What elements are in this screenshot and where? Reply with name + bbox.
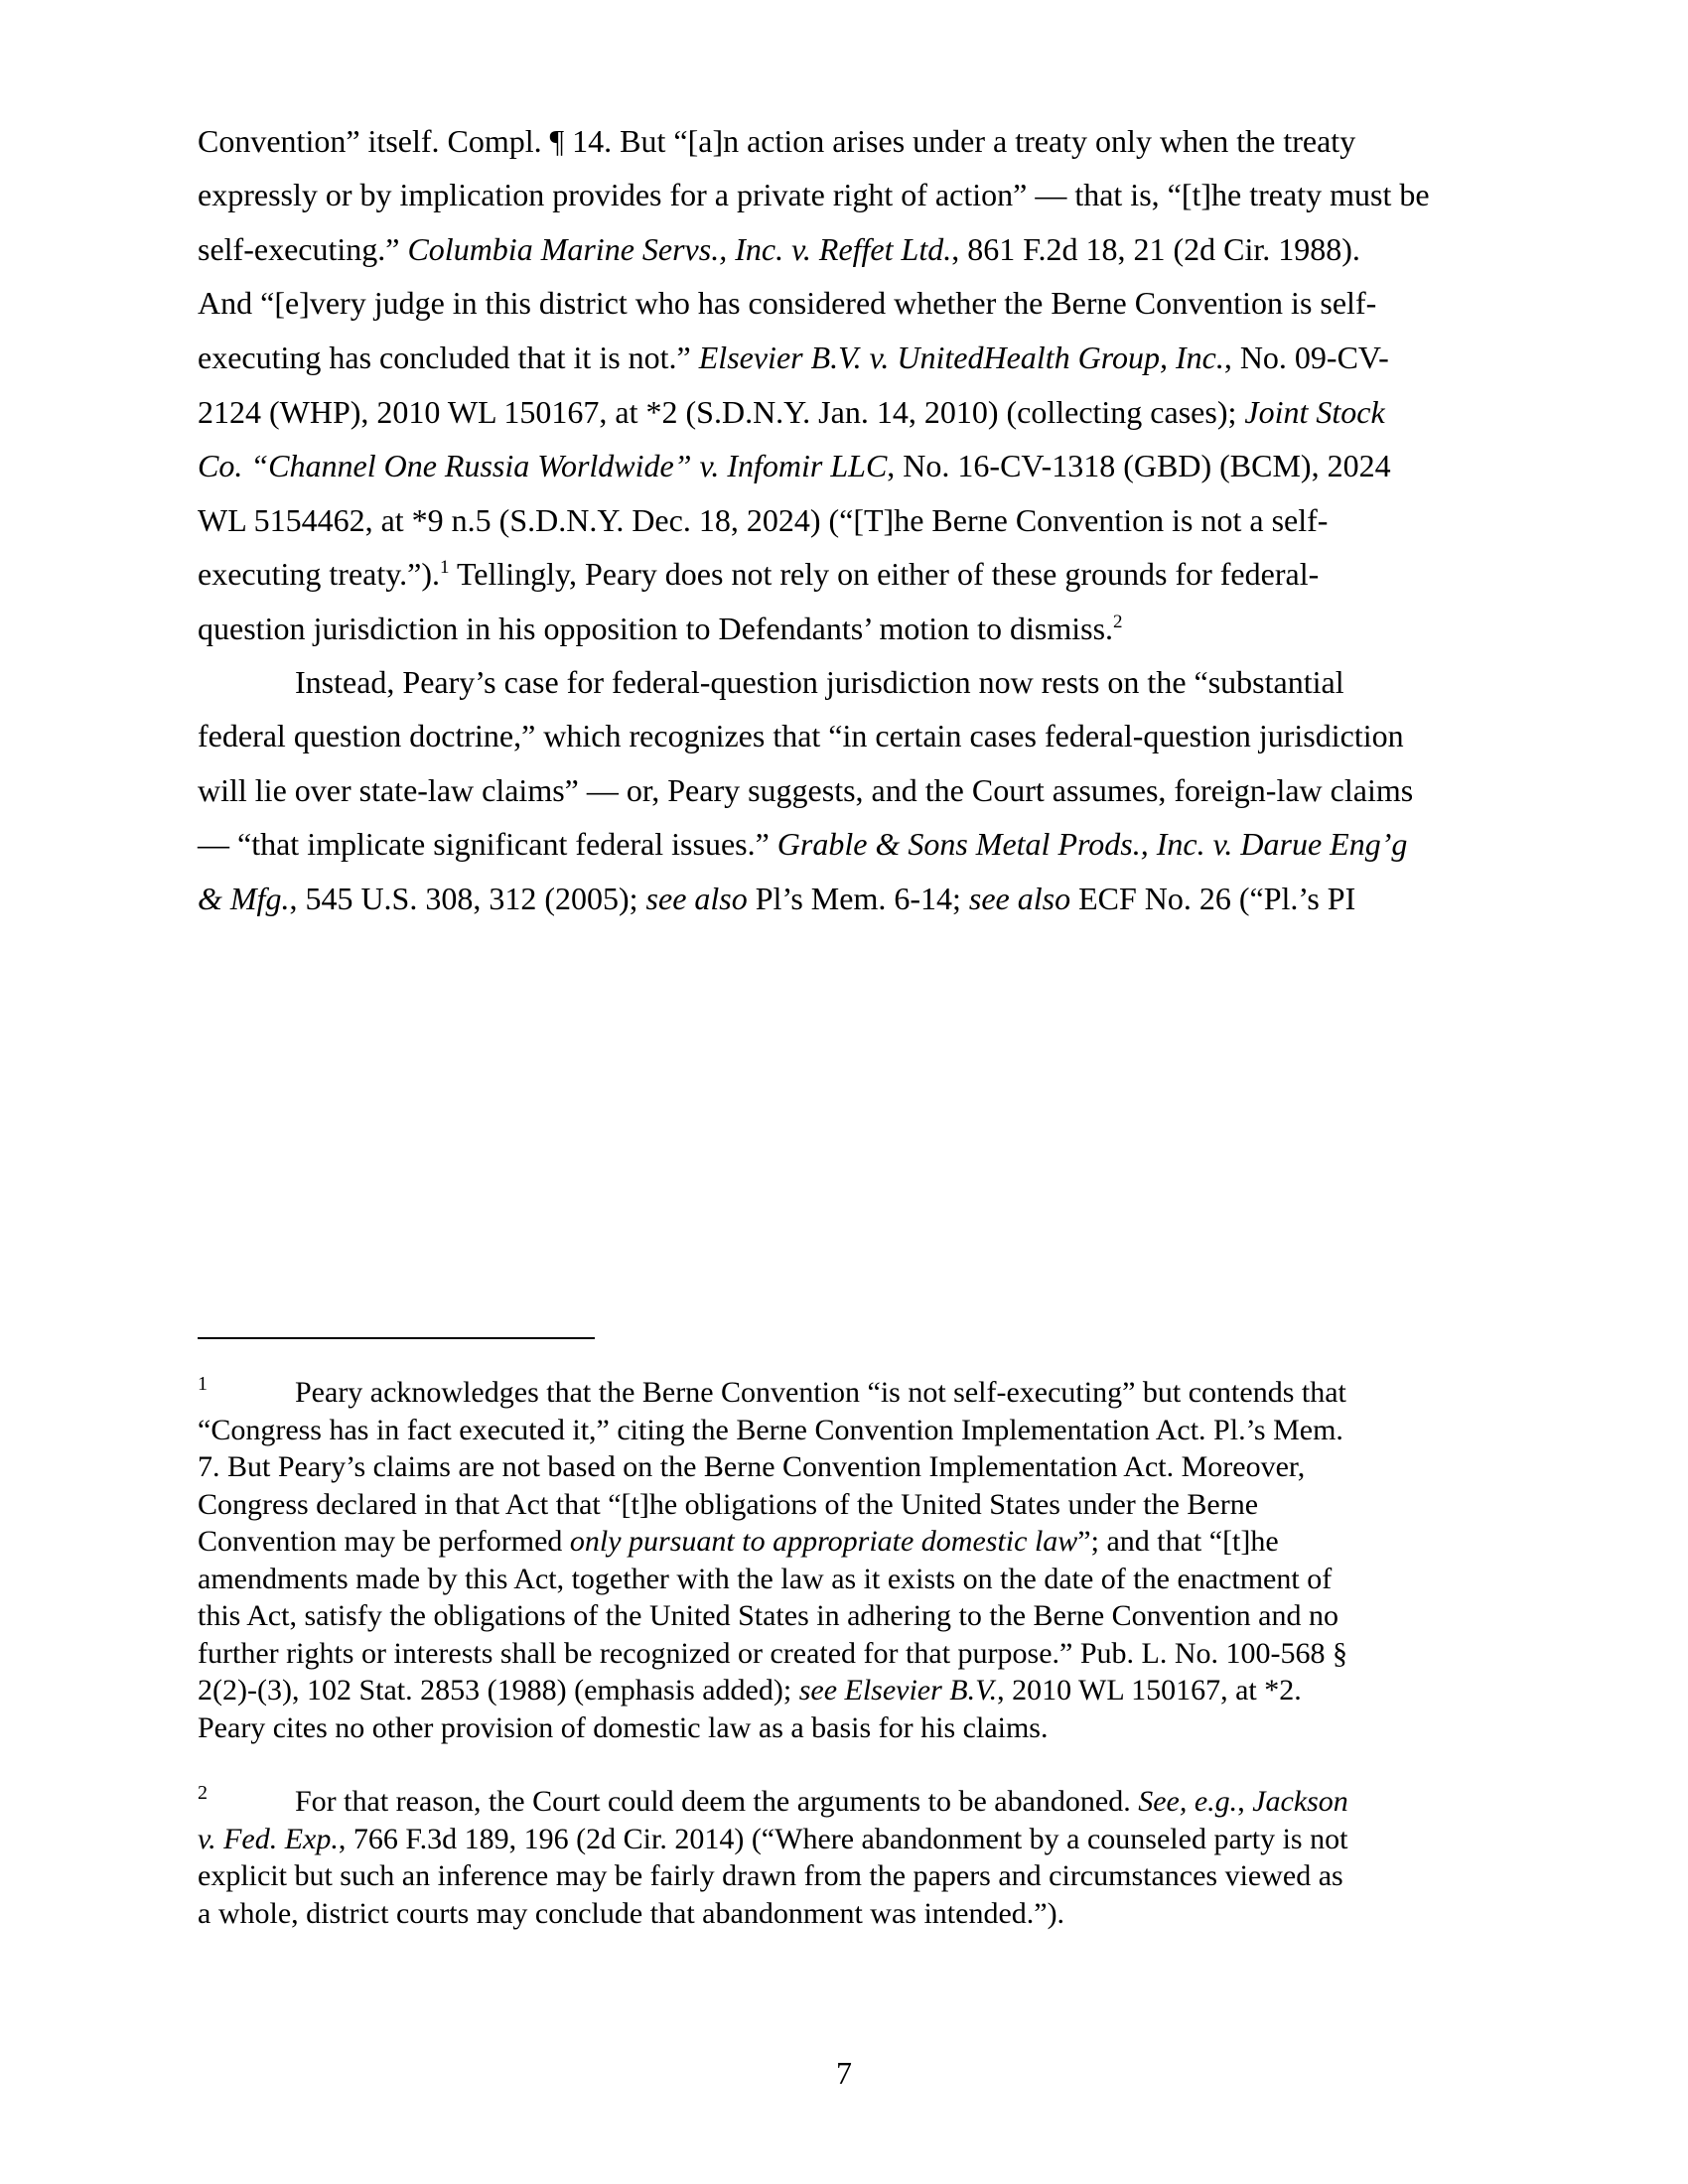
body-line <box>198 446 1391 485</box>
text-run: executing has concluded that it is not.” <box>198 340 699 375</box>
text-run: , No. 09-CV- <box>1223 340 1389 375</box>
text-run: Convention may be performed <box>198 1525 570 1558</box>
body-line <box>198 338 1389 377</box>
text-run: , No. 16-CV-1318 (GBD) (BCM), 2024 <box>887 448 1391 483</box>
text-run: a whole, district courts may conclude that abandonment was intended.”). <box>198 1896 1065 1930</box>
footnote-reference: 1 <box>440 557 450 578</box>
footnote-marker: 2 <box>198 1782 208 1804</box>
footnote-line <box>198 1635 1347 1673</box>
page-number: 7 <box>836 2055 852 2091</box>
footnote-line <box>198 1672 1302 1709</box>
text-run: question jurisdiction in his opposition to Defendants’ motion to dismiss. <box>198 611 1114 646</box>
text-run: Peary cites no other provision of domestic law as a basis for his claims. <box>198 1710 1049 1744</box>
text-run: Congress declared in that Act that “[t]he obligations of the United States under the Berne <box>198 1487 1259 1521</box>
text-run: self-executing.” <box>198 231 408 267</box>
text-run: this Act, satisfy the obligations of the United States in adhering to the Berne Convention and no <box>198 1599 1338 1632</box>
footnote-line <box>198 1895 1064 1933</box>
text-run: 7. But Peary’s claims are not based on the Berne Convention Implementation Act. Moreover, <box>198 1450 1306 1483</box>
text-run: And “[e]very judge in this district who has considered whether the Berne Convention is self- <box>198 285 1377 321</box>
body-line <box>198 554 1319 594</box>
body-line <box>295 662 1344 702</box>
italic-text: & Mfg. <box>198 881 290 916</box>
body-line <box>198 175 1430 214</box>
footnote-line <box>198 1448 1305 1486</box>
italic-text: Co. “Channel One Russia Worldwide” v. Infomir LLC <box>198 448 888 483</box>
text-run: Pl’s Mem. 6-14; <box>747 881 969 916</box>
body-line <box>198 824 1407 864</box>
body-line <box>198 770 1413 810</box>
footnote-line <box>198 1821 1347 1858</box>
footnote-line <box>198 1561 1332 1598</box>
text-run: Convention” itself. Compl. ¶ 14. But “[a]n action arises under a treaty only when the treaty <box>198 123 1356 159</box>
footnote-line <box>198 1597 1338 1635</box>
italic-text: Columbia Marine Servs., Inc. v. Reffet Ltd. <box>407 231 952 267</box>
body-line <box>198 716 1404 755</box>
italic-text: Jackson <box>1252 1785 1348 1818</box>
footnote-line <box>295 1374 1346 1412</box>
text-run: 2124 (WHP), 2010 WL 150167, at *2 (S.D.N.Y. Jan. 14, 2010) (collecting cases); <box>198 394 1245 430</box>
italic-text: only pursuant to appropriate domestic law <box>569 1525 1078 1558</box>
footnote-reference: 2 <box>1113 612 1123 632</box>
text-run: Instead, Peary’s case for federal-question jurisdiction now rests on the “substantial <box>295 664 1344 700</box>
body-line <box>198 609 1123 648</box>
body-line <box>198 392 1385 432</box>
body-line <box>198 121 1355 161</box>
text-run: , 861 F.2d 18, 21 (2d Cir. 1988). <box>951 231 1360 267</box>
text-run: ECF No. 26 (“Pl.’s PI <box>1070 881 1356 916</box>
footnote-line <box>198 1709 1048 1747</box>
text-run: , 545 U.S. 308, 312 (2005); <box>289 881 646 916</box>
body-line <box>198 229 1360 269</box>
body-line <box>198 283 1376 323</box>
footnote-separator <box>198 1337 595 1339</box>
italic-text: see also <box>968 881 1071 916</box>
italic-text: Grable & Sons Metal Prods., Inc. v. Darue Eng’g <box>776 826 1408 862</box>
text-run: will lie over state-law claims” — or, Peary suggests, and the Court assumes, foreign-law claims <box>198 772 1414 808</box>
text-run: , 2010 WL 150167, at *2. <box>997 1674 1302 1706</box>
footnote-line <box>198 1523 1279 1561</box>
text-run: 2(2)-(3), 102 Stat. 2853 (1988) (emphasis added); <box>198 1674 799 1706</box>
text-run: Peary acknowledges that the Berne Convention “is not self-executing” but contends that <box>295 1376 1346 1409</box>
text-run: federal question doctrine,” which recognizes that “in certain cases federal-question jurisdiction <box>198 718 1404 753</box>
footnote-line <box>198 1486 1258 1524</box>
italic-text: Joint Stock <box>1244 394 1385 430</box>
text-run: amendments made by this Act, together with the law as it exists on the date of the enactment of <box>198 1562 1333 1595</box>
text-run: — “that implicate significant federal issues.” <box>198 826 777 862</box>
body-line <box>198 879 1355 918</box>
text-run: explicit but such an inference may be fairly drawn from the papers and circumstances viewed as <box>198 1859 1343 1892</box>
text-run: , 766 F.3d 189, 196 (2d Cir. 2014) (“Where abandonment by a counseled party is not <box>338 1822 1348 1855</box>
text-run: Tellingly, Peary does not rely on either of these grounds for federal- <box>449 556 1320 592</box>
italic-text: Elsevier B.V. v. UnitedHealth Group, Inc. <box>698 340 1224 375</box>
text-run: WL 5154462, at *9 n.5 (S.D.N.Y. Dec. 18, 2024) (“[T]he Berne Convention is not a self- <box>198 502 1329 538</box>
text-run: further rights or interests shall be recognized or created for that purpose.” Pub. L. No. 100-568 § <box>198 1636 1347 1670</box>
footnote-line <box>198 1857 1343 1895</box>
text-run: For that reason, the Court could deem the arguments to be abandoned. <box>295 1785 1139 1818</box>
text-run: ”; and that “[t]he <box>1077 1525 1279 1558</box>
text-run: , <box>1237 1785 1253 1818</box>
footnote-line <box>295 1783 1348 1821</box>
text-run: expressly or by implication provides for a private right of action” — that is, “[t]he treaty must be <box>198 177 1430 212</box>
text-run: “Congress has in fact executed it,” citing the Berne Convention Implementation Act. Pl.’s Mem. <box>198 1413 1343 1446</box>
italic-text: see Elsevier B.V. <box>798 1674 998 1706</box>
body-line <box>198 500 1328 540</box>
italic-text: see also <box>645 881 748 916</box>
footnote-line <box>198 1412 1343 1449</box>
italic-text: v. Fed. Exp. <box>198 1822 339 1855</box>
footnote-marker: 1 <box>198 1373 208 1395</box>
italic-text: See, e.g. <box>1138 1785 1238 1818</box>
text-run: executing treaty.”). <box>198 556 441 592</box>
